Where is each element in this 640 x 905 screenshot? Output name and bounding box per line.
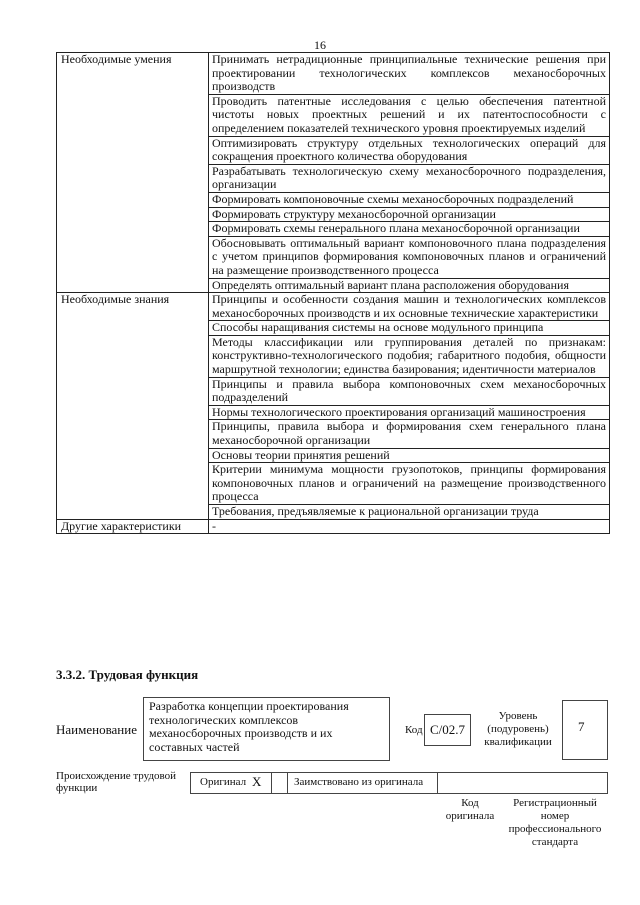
code-value: C/02.7 [430,722,466,737]
name-value: Разработка концепции проектирования технологических комплексов механосборочных производств и их составных частей [149,699,349,754]
item-line: при проектировании технологических комплексов механосборочных [212,52,606,80]
skills-label: Необходимые умения [57,53,209,293]
knowledge-item [209,448,610,463]
item-line: Формировать схемы генерального плана механосборочной [212,221,513,236]
item-line: Формировать структуру механосборочной организации [212,206,496,221]
item-line: Способы наращивания системы на основе модульного принципа [212,320,544,335]
item-line: чистоты новых проектных решений и их патентоспособности с [212,107,606,122]
item-line: Методы классификации или группирования деталей по признакам: [212,334,606,349]
item-line: машиностроения [497,404,586,419]
other-label: Другие характеристики [57,519,209,534]
item-line: Нормы технологического проектирования организаций [212,404,495,419]
item-line: общности маршрутной технологии; единства базирования; [212,348,606,377]
item-line: Определять оптимальный вариант плана расположения оборудования [212,277,569,292]
item-line: подразделения, организации [212,163,607,192]
knowledge-item [209,321,610,336]
skills-item [209,192,610,207]
original-label: Оригинал [200,776,247,788]
item-line: Основы теории принятия решений [212,447,390,462]
section-heading: 3.3.2. Трудовая функция [56,667,199,682]
item-line: Формировать компоновочные схемы механосборочных подразделений [212,191,574,206]
item-line: формирования компоновочных планов и ограничений на размещение [212,462,606,490]
skills-item [209,222,610,237]
item-line: Критерии минимума мощности грузопотоков, принципы [212,462,524,477]
item-line: конструктивно-технологического подобия; габаритного подобия, [212,348,551,363]
skills-item [209,236,610,278]
item-line: Обосновывать оптимальный вариант компоновочного плана [212,235,527,250]
knowledge-item [209,420,610,448]
skills-item [209,136,610,164]
item-line: изделий [544,120,586,135]
item-line: Принципы и правила выбора компоновочных схем механосборочных [212,376,606,391]
registration-number-label: Регистрационный номер профессионального стандарта [508,797,602,848]
qualification-level-box [562,700,608,760]
item-line: производственного процесса [212,475,606,504]
skills-item [209,94,610,136]
item-line: Проводить патентные исследования с целью обеспечения патентной [212,93,606,108]
skills-item [209,278,610,293]
knowledge-label: Необходимые знания [57,293,209,520]
item-line: Разрабатывать технологическую схему механосборочного [212,163,521,178]
knowledge-item [209,377,610,405]
code-original-label: Код оригинала [445,797,495,822]
knowledge-item [209,405,610,420]
item-line: планов и ограничений на размещение производственного процесса [212,249,606,277]
item-line: определением показателей технического уровня проектируемых [212,120,542,135]
item-line: характеристики [517,305,599,320]
requirements-table [56,52,610,534]
skills-item [209,53,610,95]
knowledge-item [209,463,610,505]
item-line: производств [212,79,276,94]
page-number: 16 [314,38,326,52]
skills-item [209,164,610,192]
item-line: идентичности материалов [462,362,596,377]
item-line: Требования, предъявляемые к рациональной организации труда [212,504,539,518]
item-line: Принципы и особенности создания машин и технологических [212,292,543,307]
item-line: Оптимизировать структуру отдельных технологических операций для [212,135,606,150]
original-mark: X [252,774,262,789]
item-line: подразделения с учетом принципов формирования компоновочных [212,235,607,264]
origin-divider [287,773,288,793]
other-value: - [209,519,610,534]
borrowed-label: Заимствовано из оригинала [294,776,424,788]
origin-divider [271,773,272,793]
knowledge-item [209,335,610,377]
item-line: подразделений [212,390,289,405]
skills-item [209,207,610,222]
code-label: Код [405,724,423,736]
item-line: механосборочной организации [212,433,371,448]
origin-divider [437,773,438,793]
knowledge-item [209,293,610,321]
knowledge-item [209,505,610,520]
item-line: организации [515,221,580,236]
qualification-level-value: 7 [578,719,585,734]
table-row [57,53,610,95]
origin-label: Происхождение трудовой функции [56,770,177,794]
qualification-level-label: Уровень (подуровень) квалификации [484,710,552,748]
item-line: комплексов механосборочных производств и их основные технические [212,292,607,320]
name-label: Наименование [56,722,137,737]
table-row [57,519,610,534]
item-line: Принимать нетрадиционные принципиальные технические решения [212,52,580,66]
item-line: Принципы, правила выбора и формирования схем генерального плана [212,419,606,434]
item-line: сокращения проектного количества оборудования [212,149,468,164]
table-row [57,293,610,321]
